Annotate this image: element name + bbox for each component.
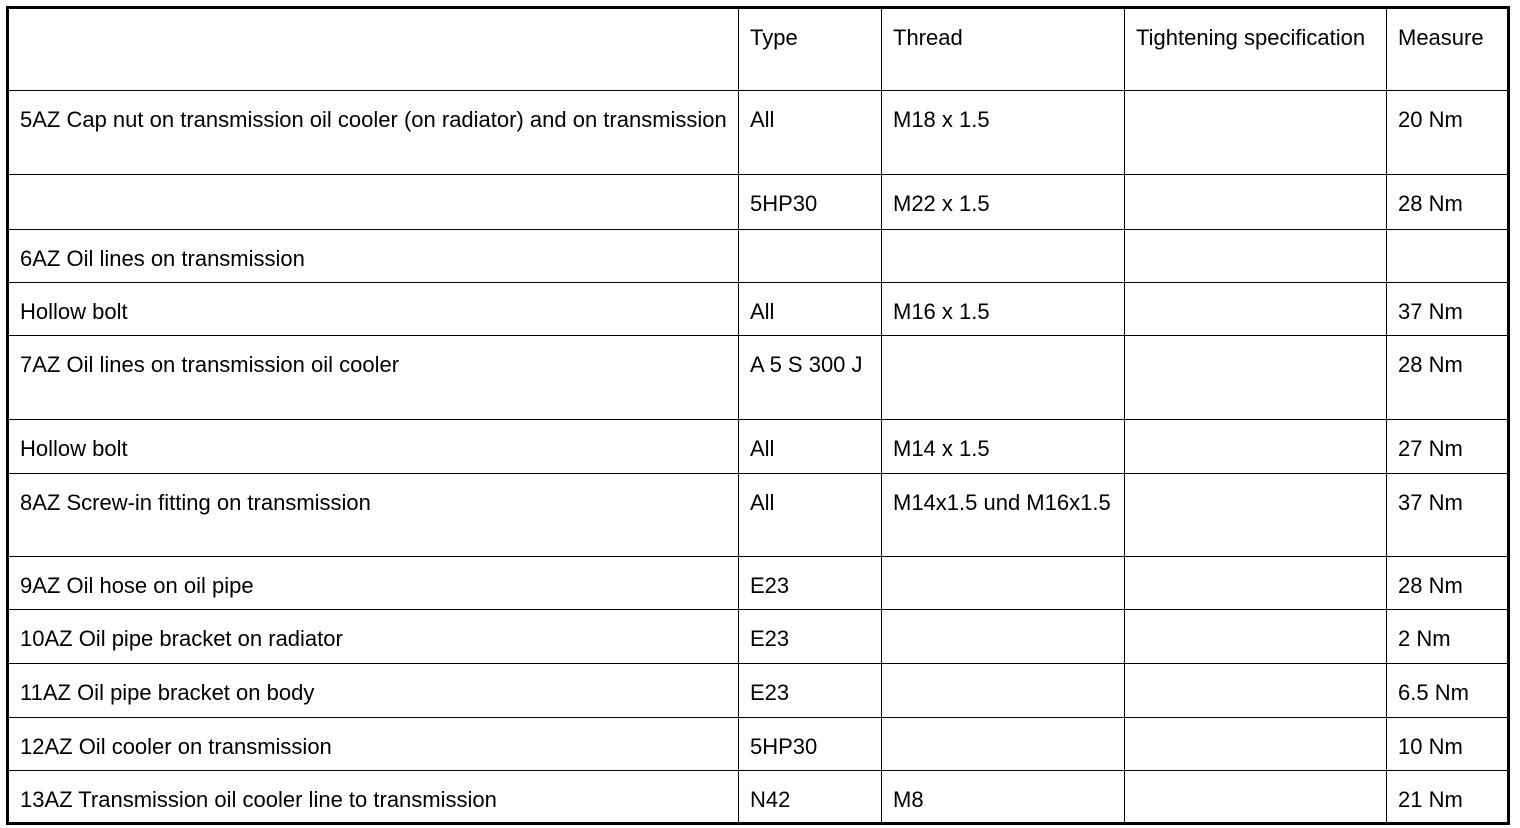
row-thread <box>882 557 1125 610</box>
row-type: All <box>739 474 882 557</box>
row-description: Hollow bolt <box>8 283 739 336</box>
row-measure <box>1387 230 1509 283</box>
row-description: 11AZ Oil pipe bracket on body <box>8 664 739 718</box>
header-tightening: Tightening specification <box>1125 8 1387 91</box>
table-row <box>8 420 1509 474</box>
row-type: All <box>739 91 882 175</box>
table-row <box>8 557 1509 610</box>
table-row <box>8 91 1509 175</box>
tightening-torque-table <box>6 6 1510 825</box>
row-tightening <box>1125 420 1387 474</box>
row-measure: 28 Nm <box>1387 557 1509 610</box>
row-measure: 37 Nm <box>1387 283 1509 336</box>
row-tightening <box>1125 474 1387 557</box>
row-description: Hollow bolt <box>8 420 739 474</box>
table-row <box>8 664 1509 718</box>
table-row <box>8 230 1509 283</box>
row-thread <box>882 664 1125 718</box>
row-description <box>8 175 739 230</box>
row-tightening <box>1125 557 1387 610</box>
row-tightening <box>1125 175 1387 230</box>
row-thread: M14x1.5 und M16x1.5 <box>882 474 1125 557</box>
row-tightening <box>1125 718 1387 771</box>
table-row <box>8 336 1509 420</box>
table-row <box>8 175 1509 230</box>
header-type: Type <box>739 8 882 91</box>
row-tightening <box>1125 230 1387 283</box>
header-row <box>8 8 1509 91</box>
row-description: 6AZ Oil lines on transmission <box>8 230 739 283</box>
row-type: E23 <box>739 610 882 664</box>
row-thread <box>882 336 1125 420</box>
header-description <box>8 8 739 91</box>
row-thread: M14 x 1.5 <box>882 420 1125 474</box>
row-measure: 21 Nm <box>1387 771 1509 824</box>
row-type: 5HP30 <box>739 175 882 230</box>
table-row <box>8 718 1509 771</box>
table-row <box>8 771 1509 824</box>
row-type: N42 <box>739 771 882 824</box>
row-thread <box>882 230 1125 283</box>
row-measure: 28 Nm <box>1387 175 1509 230</box>
row-measure: 20 Nm <box>1387 91 1509 175</box>
table-row <box>8 610 1509 664</box>
table-row <box>8 283 1509 336</box>
row-tightening <box>1125 91 1387 175</box>
row-thread: M22 x 1.5 <box>882 175 1125 230</box>
row-thread: M16 x 1.5 <box>882 283 1125 336</box>
row-description: 10AZ Oil pipe bracket on radiator <box>8 610 739 664</box>
row-description: 5AZ Cap nut on transmission oil cooler (on radiator) and on transmission <box>8 91 739 175</box>
row-type: E23 <box>739 664 882 718</box>
row-type: All <box>739 283 882 336</box>
row-measure: 37 Nm <box>1387 474 1509 557</box>
row-description: 8AZ Screw-in fitting on transmission <box>8 474 739 557</box>
row-tightening <box>1125 610 1387 664</box>
row-tightening <box>1125 771 1387 824</box>
row-type: 5HP30 <box>739 718 882 771</box>
row-thread <box>882 718 1125 771</box>
row-thread: M18 x 1.5 <box>882 91 1125 175</box>
row-measure: 6.5 Nm <box>1387 664 1509 718</box>
row-measure: 2 Nm <box>1387 610 1509 664</box>
row-tightening <box>1125 283 1387 336</box>
row-description: 12AZ Oil cooler on transmission <box>8 718 739 771</box>
row-description: 13AZ Transmission oil cooler line to transmission <box>8 771 739 824</box>
row-description: 7AZ Oil lines on transmission oil cooler <box>8 336 739 420</box>
row-type: All <box>739 420 882 474</box>
row-measure: 27 Nm <box>1387 420 1509 474</box>
header-measure: Measure <box>1387 8 1509 91</box>
row-thread: M8 <box>882 771 1125 824</box>
row-type: E23 <box>739 557 882 610</box>
row-type: A 5 S 300 J <box>739 336 882 420</box>
row-tightening <box>1125 664 1387 718</box>
header-thread: Thread <box>882 8 1125 91</box>
row-tightening <box>1125 336 1387 420</box>
row-type <box>739 230 882 283</box>
table-row <box>8 474 1509 557</box>
row-description: 9AZ Oil hose on oil pipe <box>8 557 739 610</box>
row-measure: 10 Nm <box>1387 718 1509 771</box>
row-measure: 28 Nm <box>1387 336 1509 420</box>
row-thread <box>882 610 1125 664</box>
